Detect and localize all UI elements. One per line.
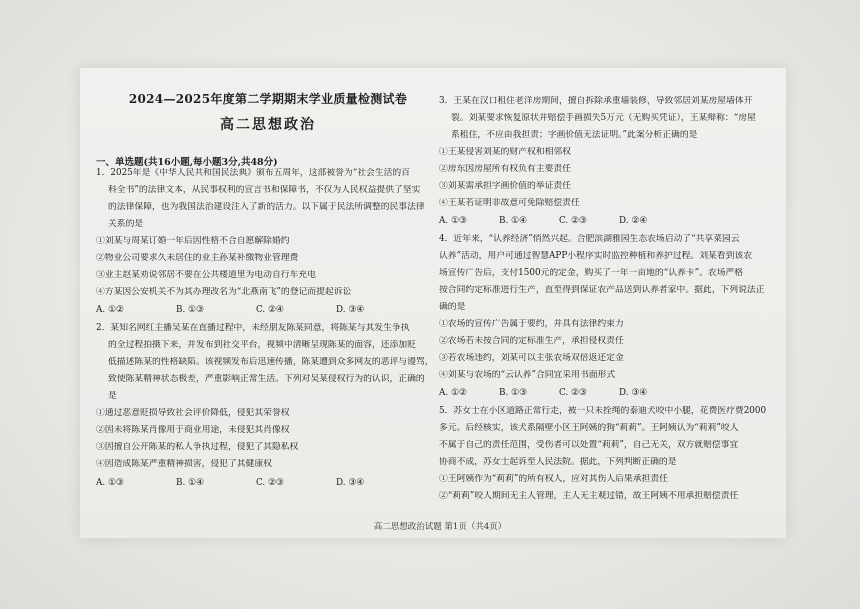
q2-item: ④因造成陈某严重精神损害，侵犯了其健康权 (96, 459, 272, 469)
q5-stem-line: 协商不成，苏女士起诉至人民法院。据此，下列判断正确的是 (439, 457, 677, 467)
q3-stem-line: 裂。刘某要求恢复原状并赔偿手画损失5万元（无购买凭证），王某辩称：“房屋 (451, 113, 756, 123)
q1-stem-line: 科全书”的法律文本，从民事权利的宣言书和保障书，不仅为人民权益提供了坚实 (108, 185, 421, 195)
q1-item: ①刘某与周某订婚一年后因性格不合自愿解除婚约 (96, 236, 290, 246)
q1-item: ③业主赵某劝说邻居不要在公共楼道里为电动自行车充电 (96, 270, 316, 280)
q3-option-c: C. ②③ (559, 216, 587, 226)
q4-item: ③若农场违约，刘某可以主张农场双倍返还定金 (439, 353, 624, 363)
q5-item: ②“莉莉”咬人期间无主人管理，主人无主观过错，故王阿姨不用承担赔偿责任 (439, 491, 739, 501)
q1-item: ②物业公司要求久未居住的业主孙某补缴物业管理费 (96, 253, 299, 263)
q3-stem-line: 3．王某在汉口租住老洋房期间，擅自拆除承重墙装修，导致邻居刘某房屋墙体开 (439, 96, 753, 106)
q4-stem-line: 按合同约定标准进行生产，直至得到保证农产品送到认养者家中。据此，下列说法正 (439, 285, 765, 295)
q4-stem-line: 确的是 (439, 302, 466, 312)
q3-item: ④王某若证明非故意可免除赔偿责任 (439, 198, 580, 208)
q1-item: ④方某因公安机关不为其办理改名为“北燕南飞”的登记而提起诉讼 (96, 287, 352, 297)
page-footer: 高二思想政治试题 第1页（共4页） (373, 522, 507, 532)
q3-option-a: A. ①③ (439, 216, 467, 226)
q2-option-b: B. ①④ (176, 478, 204, 488)
q3-option-d: D. ②④ (619, 216, 648, 226)
q4-option-b: B. ①③ (499, 388, 527, 398)
q4-option-d: D. ③④ (619, 388, 648, 398)
q5-stem-line: 5．苏女士在小区道路正常行走，被一只未拴绳的泰迪犬咬中小腿，花费医疗费2000 (439, 406, 767, 416)
q1-option-d: D. ③④ (336, 305, 365, 315)
q2-stem-line: 2．某知名网红主播吴某在直播过程中，未经朋友陈某同意，将陈某与其发生争执 (96, 323, 410, 333)
q1-option-a: A. ①② (96, 305, 124, 315)
q2-item: ①通过恶意贬损导致社会评价降低，侵犯其荣誉权 (96, 408, 290, 418)
q1-stem-line: 1．2025年是《中华人民共和国民法典》颁布五周年，这部被誉为“社会生活的百 (96, 168, 410, 178)
q4-item: ②农场若未按合同的定标准生产，承担侵权责任 (439, 336, 624, 346)
q5-item: ①王阿姨作为“莉莉”的所有权人，应对其伤人后果承担责任 (439, 474, 668, 484)
q3-item: ①王某侵害刘某的财产权和相邻权 (439, 147, 571, 157)
q4-stem-line: 认养”活动，用户可通过智慧APP小程序实时监控种植和养护过程。刘某看到该农 (439, 251, 752, 261)
q4-item: ①农场的宣传广告属于要约，并具有法律约束力 (439, 319, 624, 329)
q1-option-c: C. ②④ (256, 305, 284, 315)
q2-stem-line: 是 (108, 391, 117, 401)
q4-stem-line: 4．近年来，“认养经济”悄然兴起。合肥滨湖雅园生态农场启动了“共享菜园云 (439, 234, 740, 244)
q1-option-b: B. ①③ (176, 305, 204, 315)
q1-stem-line: 的法律保障，也为我国法治建设注入了新的活力。以下属于民法所调整的民事法律 (108, 202, 425, 212)
q5-stem-line: 不属于自己的责任范围，受伤者可以处置“莉莉”，自己无关，双方就赔偿事宜 (439, 440, 739, 450)
q5-stem-line: 多元。后经核实，该犬系隔壁小区王阿姨的狗“莉莉”。王阿姨认为“莉莉”咬人 (439, 423, 739, 433)
q2-option-a: A. ①③ (96, 478, 124, 488)
q2-stem-line: 低描述陈某的性格缺陷。该视频发布后迅速传播，陈某遭到众多网友的恶评与谩骂， (108, 357, 434, 367)
q4-item: ④刘某与农场的“云认养”合同宜采用书面形式 (439, 370, 616, 380)
q3-item: ③刘某需承担字画价值的举证责任 (439, 181, 571, 191)
q4-option-c: C. ②③ (559, 388, 587, 398)
exam-sheet (80, 68, 786, 538)
q2-stem-line: 的全过程拍摄下来，并发布到社交平台，视频中清晰呈现陈某的面容，还添加贬 (108, 340, 416, 350)
q2-item: ③因擅自公开陈某的私人争执过程，侵犯了其隐私权 (96, 442, 299, 452)
q2-item: ②因未将陈某肖像用于商业用途，未侵犯其肖像权 (96, 425, 290, 435)
q1-stem-line: 关系的是 (108, 219, 144, 229)
q2-option-d: D. ③④ (336, 478, 365, 488)
exam-subject: 高二思想政治 (220, 117, 316, 133)
q2-option-c: C. ②③ (256, 478, 284, 488)
q4-stem-line: 场宣传广告后，支付1500元的定金，购买了一年一亩地的“认养卡”。农场严格 (439, 268, 744, 278)
q3-option-b: B. ①④ (499, 216, 527, 226)
exam-title: 2024—2025年度第二学期期末学业质量检测试卷 (128, 92, 408, 106)
section-heading: 一、单选题(共16小题,每小题3分,共48分) (96, 157, 278, 168)
q2-stem-line: 致使陈某精神状态极差，严重影响正常生活。下列对吴某侵权行为的认识，正确的 (108, 374, 425, 384)
q3-item: ②房东因房屋所有权负有主要责任 (439, 164, 571, 174)
q4-option-a: A. ①② (439, 388, 467, 398)
q3-stem-line: 系租住，不应由我担责；字画价值无法证明。”此案分析正确的是 (451, 130, 698, 140)
